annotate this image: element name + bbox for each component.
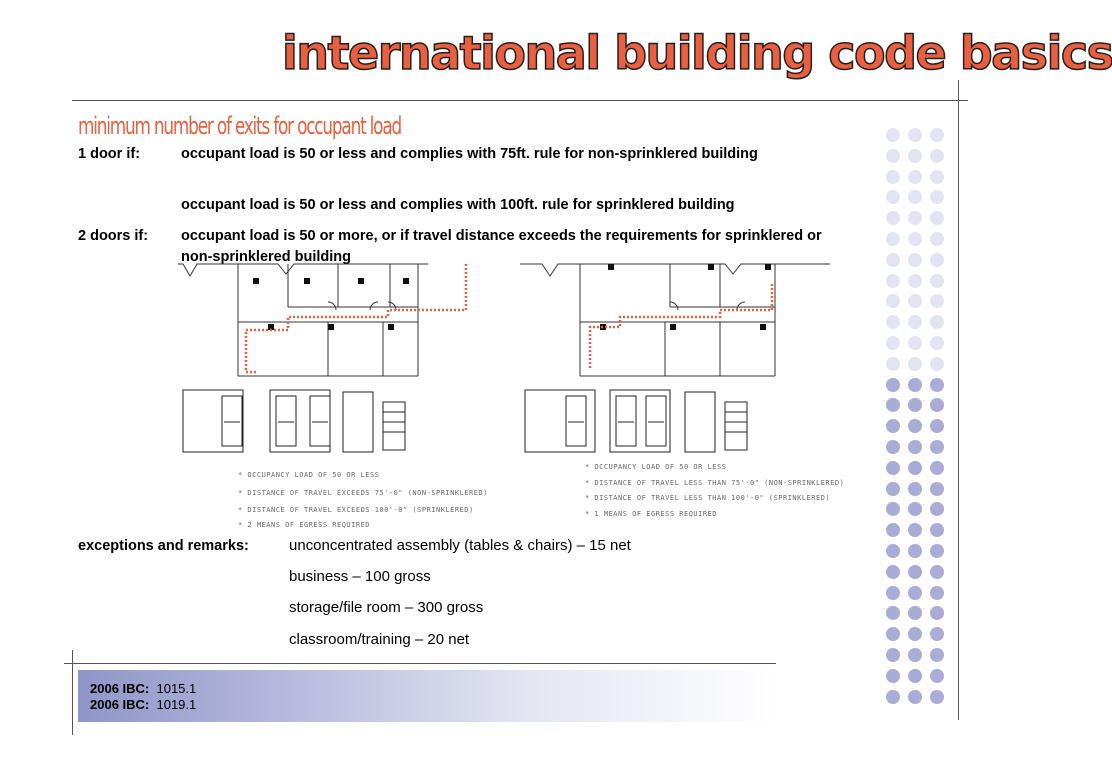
exceptions-label: exceptions and remarks: [78, 538, 249, 554]
right-note-1: * OCCUPANCY LOAD OF 50 OR LESS [585, 463, 727, 471]
decorative-dot [908, 190, 922, 204]
decorative-dot [886, 502, 900, 516]
decorative-dot [930, 190, 944, 204]
decorative-dot [908, 586, 922, 600]
footer-ref-section: 1015.1 [156, 681, 197, 696]
decorative-dot [930, 211, 944, 225]
footer-rule [64, 663, 776, 664]
decorative-dot [930, 482, 944, 496]
decorative-dot [886, 211, 900, 225]
decorative-dot [908, 440, 922, 454]
decorative-dot [908, 461, 922, 475]
rule-text-2: occupant load is 50 or less and complies with 100ft. rule for sprinklered building [181, 197, 735, 213]
footer-reference-box [78, 670, 778, 722]
decorative-dot [886, 274, 900, 288]
decorative-dot [886, 149, 900, 163]
decorative-dot [930, 149, 944, 163]
footer-ref [90, 681, 196, 696]
exception-item: classroom/training – 20 net [289, 631, 470, 648]
decorative-dot [930, 336, 944, 350]
left-note-2: * DISTANCE OF TRAVEL EXCEEDS 75'-0" (NON-SPRINKLERED) [238, 489, 488, 497]
left-note-3: * DISTANCE OF TRAVEL EXCEEDS 100'-0" (SPRINKLERED) [238, 506, 474, 514]
decorative-dot [886, 523, 900, 537]
decorative-dot [930, 170, 944, 184]
section-subtitle: minimum number of exits for occupant load [78, 112, 401, 140]
decorative-dot [908, 606, 922, 620]
decorative-dot [886, 398, 900, 412]
decorative-dot [908, 648, 922, 662]
decorative-dot [886, 544, 900, 558]
decorative-dot [886, 482, 900, 496]
footer-ref-code: 2006 IBC: [90, 681, 150, 696]
decorative-dot [930, 128, 944, 142]
decorative-dot [886, 606, 900, 620]
decorative-dot [886, 170, 900, 184]
decorative-dot [886, 419, 900, 433]
decorative-dot [930, 232, 944, 246]
rule-label-1door: 1 door if: [78, 146, 141, 162]
decorative-dot [886, 627, 900, 641]
decorative-dot [930, 690, 944, 704]
rule-text-1: occupant load is 50 or less and complies with 75ft. rule for non-sprinklered building [181, 146, 758, 162]
decorative-dot [930, 669, 944, 683]
exception-item: storage/file room – 300 gross [289, 599, 484, 616]
decorative-dot [930, 544, 944, 558]
decorative-dot [886, 357, 900, 371]
exception-item: unconcentrated assembly (tables & chairs) – 15 net [289, 537, 631, 554]
decorative-dot [930, 606, 944, 620]
decorative-dot [908, 690, 922, 704]
right-note-3: * DISTANCE OF TRAVEL LESS THAN 100'-0" (SPRINKLERED) [585, 494, 831, 502]
decorative-dot [908, 523, 922, 537]
left-note-1: * OCCUPANCY LOAD OF 50 OR LESS [238, 471, 380, 479]
decorative-dot [908, 170, 922, 184]
decorative-dot [930, 294, 944, 308]
decorative-dot [930, 565, 944, 579]
decorative-dot [930, 461, 944, 475]
decorative-dot [930, 315, 944, 329]
decorative-dot [930, 253, 944, 267]
decorative-dot [886, 336, 900, 350]
decorative-dot [886, 690, 900, 704]
decorative-dot [908, 565, 922, 579]
decorative-dot [886, 128, 900, 142]
decorative-dot [908, 274, 922, 288]
left-note-4: * 2 MEANS OF EGRESS REQUIRED [238, 521, 371, 529]
decorative-dot [930, 398, 944, 412]
decorative-dot [908, 482, 922, 496]
decorative-dot-grid [886, 128, 944, 704]
right-note-2: * DISTANCE OF TRAVEL LESS THAN 75'-0" (NON-SPRINKLERED) [585, 479, 845, 487]
footer-left-tick [72, 650, 73, 735]
decorative-dot [886, 294, 900, 308]
decorative-dot [908, 502, 922, 516]
right-note-4: * 1 MEANS OF EGRESS REQUIRED [585, 510, 718, 518]
decorative-dot [886, 565, 900, 579]
decorative-dot [886, 232, 900, 246]
exception-item: business – 100 gross [289, 568, 431, 585]
decorative-dot [908, 128, 922, 142]
decorative-dot [930, 648, 944, 662]
decorative-dot [908, 336, 922, 350]
decorative-dot [908, 232, 922, 246]
footer-ref-code: 2006 IBC: [90, 697, 150, 712]
decorative-dot [908, 627, 922, 641]
decorative-dot [908, 544, 922, 558]
rule-label-2doors: 2 doors if: [78, 228, 149, 244]
decorative-dot [908, 669, 922, 683]
decorative-dot [886, 315, 900, 329]
top-rule [72, 100, 968, 101]
top-right-tick [958, 80, 959, 120]
decorative-dot [930, 440, 944, 454]
floor-plan-one-exit [520, 262, 845, 524]
decorative-dot [886, 378, 900, 392]
decorative-dot [886, 190, 900, 204]
decorative-dot [930, 502, 944, 516]
decorative-dot [908, 398, 922, 412]
decorative-dot [908, 211, 922, 225]
decorative-dot [908, 378, 922, 392]
decorative-dot [930, 586, 944, 600]
right-rule [958, 120, 959, 720]
decorative-dot [886, 648, 900, 662]
decorative-dot [908, 419, 922, 433]
floor-plan-two-exits [178, 262, 498, 532]
decorative-dot [930, 523, 944, 537]
page-title: international building code basics [282, 26, 1112, 80]
decorative-dot [886, 586, 900, 600]
decorative-dot [930, 627, 944, 641]
decorative-dot [930, 357, 944, 371]
decorative-dot [930, 274, 944, 288]
decorative-dot [886, 669, 900, 683]
decorative-dot [886, 440, 900, 454]
decorative-dot [908, 357, 922, 371]
rule-text-3: occupant load is 50 or more, or if travel distance exceeds the requirements for sprinklered or non-sprinklered building [181, 228, 822, 265]
decorative-dot [908, 315, 922, 329]
decorative-dot [908, 149, 922, 163]
decorative-dot [930, 378, 944, 392]
footer-ref-section: 1019.1 [156, 697, 197, 712]
decorative-dot [886, 253, 900, 267]
decorative-dot [930, 419, 944, 433]
decorative-dot [886, 461, 900, 475]
decorative-dot [908, 294, 922, 308]
decorative-dot [908, 253, 922, 267]
footer-ref [90, 697, 196, 712]
